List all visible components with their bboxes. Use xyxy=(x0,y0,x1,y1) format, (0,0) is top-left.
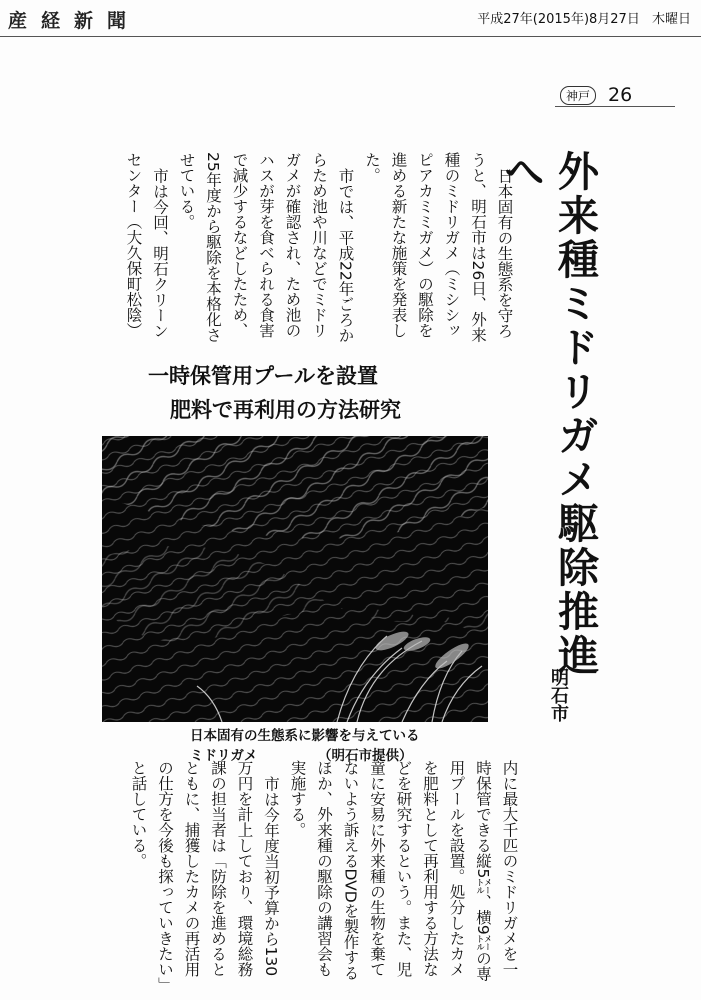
page-number: 26 xyxy=(608,84,633,106)
masthead-rule xyxy=(0,36,701,37)
dateline xyxy=(469,8,691,27)
lead-paragraph: 日本固有の生態系を守ろうと、明石市は26日、外来種のミドリガメ（ミシシッピアカミミガメ）の駆除を進める新たな施策を発表した。 xyxy=(363,152,514,343)
issue-weekday: 木曜日 xyxy=(651,12,691,27)
section-rule xyxy=(555,106,675,107)
paragraph-3-start: 市は今回、明石クリーンセンター（大久保町松陰） xyxy=(124,152,169,338)
subheadline-1: 一時保管用プールを設置 xyxy=(148,364,378,388)
photo-caption-text: 日本固有の生態系に影響を与えているミドリガメ xyxy=(190,728,420,764)
turtle-photo-image xyxy=(102,436,488,722)
paragraph-4: 市は今年度当初予算から130万円を計上しており、環境総務課の担当者は「防除を進めるとともに、捕獲したカメの再活用の仕方を今後も探っていきたい」と話している。 xyxy=(129,760,280,985)
section-header xyxy=(560,84,660,106)
subheadline-2: 肥料で再利用の方法研究 xyxy=(170,398,401,422)
paragraph-2: 市では、平成22年ごろからため池や川などでミドリガメが確認され、ため池のハスが芽を食べられる食害で減少するなどしたため、25年度から駆除を本格化させている。 xyxy=(177,152,355,343)
section-tag: 神戸 xyxy=(560,86,596,105)
newspaper-masthead: 産経新聞 xyxy=(8,10,141,32)
paragraph-3-continued: 内に最大千匹のミドリガメを一時保管できる縦5㍍、横9㍍の専用プールを設置。処分したカメを肥料として再利用する方法などを研究するという。また、児童に安易に外来種の生物を棄てないよう訴えるDVDを製作するほか、外来種の駆除の講習会も実施する。 xyxy=(288,760,519,982)
article-byline: 明石市 xyxy=(548,668,569,722)
article-body-lower xyxy=(125,760,523,985)
article-headline: 外来種ミドリガメ駆除推進へ xyxy=(497,150,599,678)
photo-credit: （明石市提供） xyxy=(318,748,413,764)
turtle-photo xyxy=(102,436,488,722)
article-body-upper xyxy=(120,152,518,352)
issue-date: 平成27年(2015年)8月27日 xyxy=(477,12,640,27)
